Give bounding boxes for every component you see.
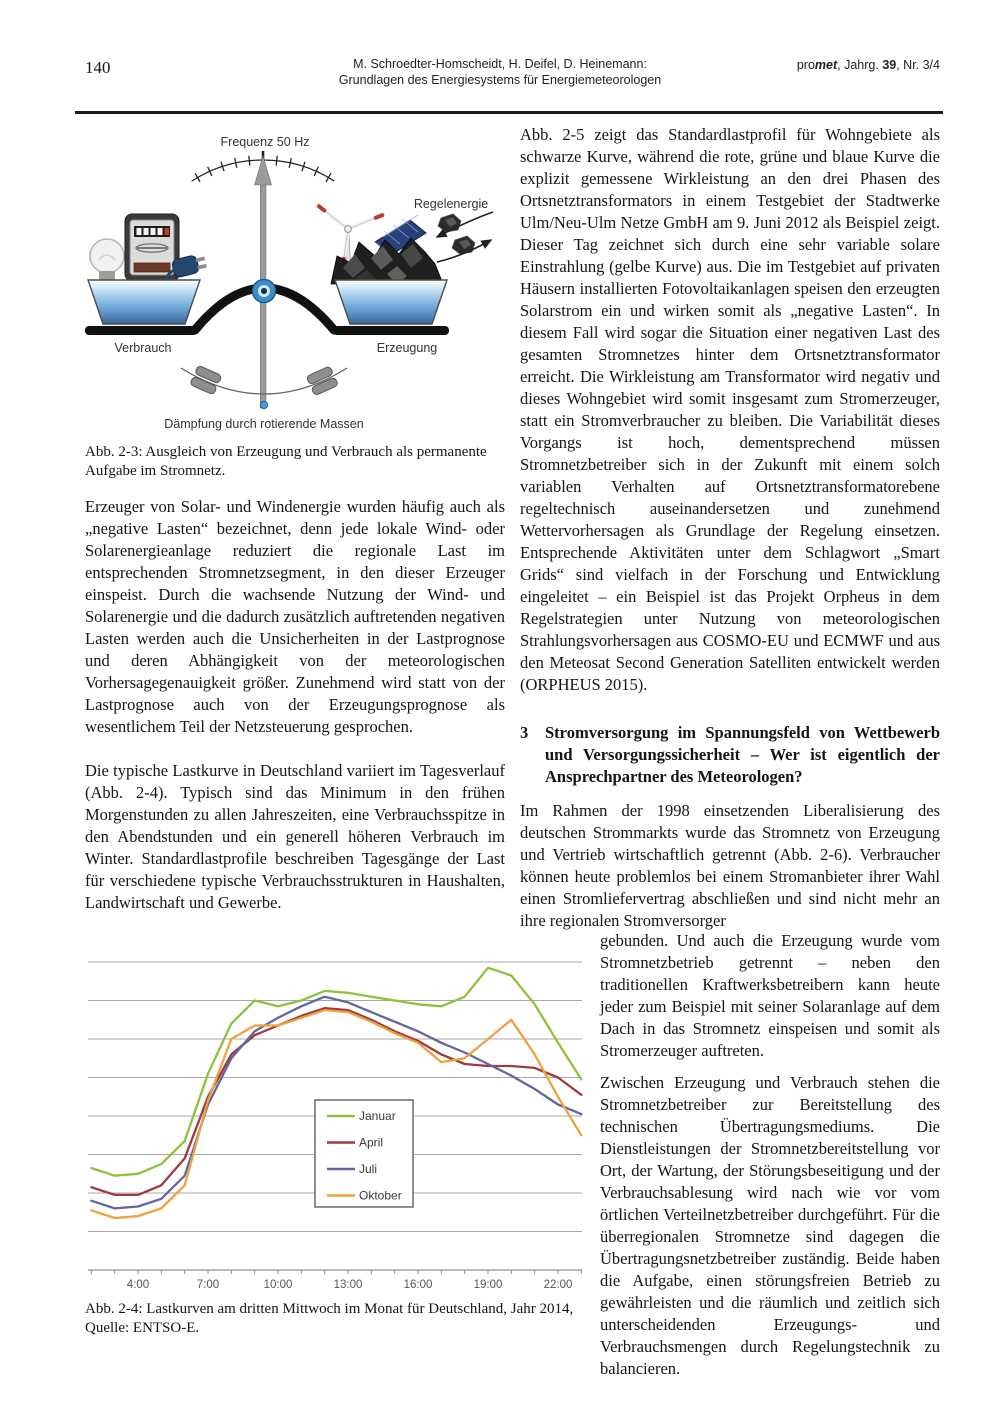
legend-label-oktober: Oktober	[359, 1188, 402, 1203]
consumption-items	[90, 214, 209, 286]
legend-label-april: April	[359, 1135, 384, 1150]
frequency-label: Frequenz 50 Hz	[220, 135, 310, 149]
verbrauch-label: Verbrauch	[114, 341, 172, 355]
journal-name: met	[814, 58, 838, 72]
generation-items	[319, 206, 443, 286]
section-title: Stromversorgung im Spannungsfeld von Wettbewerb und Versorgungssicherheit – Wer ist eigentlich der Ansprechpartner des Meteorologen?	[545, 723, 940, 786]
x-tick-label: 22:00	[543, 1279, 573, 1291]
running-head	[250, 56, 750, 88]
chart-x-tick-labels	[127, 1279, 573, 1291]
erzeugung-label: Erzeugung	[376, 341, 438, 355]
left-base-bar	[85, 326, 197, 335]
x-tick-label: 10:00	[263, 1279, 293, 1291]
right-paragraph-1: Abb. 2-5 zeigt das Standardlastprofil für Wohngebiete als schwarze Kurve, während die rote, grüne und blaue Kurve die explizit gemessene Wirkleistung an den drei Phasen des Ortsnetztransformators in einem Testgebiet der Stadtwerke Ulm/Neu-Ulm Netze GmbH am 9. Juni 2012 als Beispiel zeigt. Dieser Tag zeichnet sich durch eine sehr variable solare Einstrahlung (gelbe Kurve) aus. Die im Testgebiet auf privaten Häusern installierten Fotovoltaikanlagen speisen den erzeugten Solarstrom ein und wirken somit als „negative Lasten“. In diesem Fall wird sogar die Situation einer negativen Last des gesamten Stromnetzes hinter dem Ortsnetztransformator erreicht. Die Wirkleistung am Transformator wird negativ und dieses Wohngebiet wird somit insgesamt zum Stromerzeuger, statt ein Stromverbraucher zu bleiben. Die Variabilität dieses Vorgangs ist hoch, dementsprechend müssen Stromnetzbetreiber sich in der Zukunft mit einem solch variablen Verhalten auf Ortsnetztransformatorebene regeltechnisch auseinandersetzen und zunehmend Wettervorhersagen als Grundlage der Regelung einsetzen. Entsprechende Aktivitäten unter dem Schlagwort „Smart Grids“ sind vielfach in der Forschung und Entwicklung eingeleitet – ein Beispiel ist das Projekt Orpheus in dem Regelstrategien unter Nutzung von meteorologischen Strahlungsvorhersagen aus COSMO-EU und ECMWF und aus den Meteosat Second Generation Satelliten entwickelt werden (ORPHEUS 2015).	[520, 125, 940, 694]
figure-balance-scale	[85, 128, 505, 440]
right-base-bar	[333, 326, 449, 335]
balance-figure-svg	[85, 128, 505, 440]
x-tick-label: 13:00	[333, 1279, 363, 1291]
left-paragraph-1: Erzeuger von Solar- und Windenergie wurden häufig auch als „negative Lasten“ bezeichnet, denn jede lokale Wind- oder Solarenergieanlage reduziert die regionale Last im entsprechenden Stromnetzsegment, in den dieser Erzeuger einspeist. Durch die wachsende Nutzung der Wind- und Solarenergie und die dadurch zusätzlich auftretenden negativen Lasten werden auch die Unsicherheiten in der Lastprognose und deren Abhängigkeit von der meteorologischen Vorhersagegenauigkeit größer. Zunehmend wird statt von der Lastprognose auch von der Erzeugungsprognose als wesentlichem Teil der Netzsteuerung gesprochen.	[85, 497, 505, 736]
header-rule	[75, 111, 943, 114]
figure-2-3-caption: Abb. 2-3: Ausgleich von Erzeugung und Verbrauch als permanente Aufgabe im Stromnetz.	[85, 444, 487, 479]
balance-pivot-center	[261, 288, 267, 294]
section-number: 3	[520, 723, 529, 742]
x-tick-label: 19:00	[473, 1279, 503, 1291]
page-number: 140	[85, 58, 111, 77]
right-paragraph-3: Zwischen Erzeugung und Verbrauch stehen die Stromnetzbetreiber zur Bereitstellung des technischen Übertragungsmediums. Die Dienstleistungen der Stromnetzbereitstellung vor Ort, der Wartung, der Störungsbeseitigung und der Verbrauchsablesung wird nach wie vor vom örtlichen Verteilnetzbetreiber durchgeführt. Für die überregionalen Stromnetze sind dagegen die Übertragungsnetzbetreiber zuständig. Beide haben die Aufgabe, einen störungsfreien Betrieb zu gewährleisten und die räumlich und zeitlich sich unterscheidenden Erzeugungs- und Verbrauchsmengen durch Regelungstechnik zu balancieren.	[600, 1073, 940, 1378]
daempfung-label: Dämpfung durch rotierende Massen	[164, 417, 364, 431]
chart-x-axis	[88, 1270, 582, 1274]
regelenergie-label: Regelenergie	[413, 197, 489, 211]
load-curves-chart-svg	[85, 950, 585, 1302]
x-tick-label: 16:00	[403, 1279, 433, 1291]
legend-label-juli: Juli	[359, 1162, 378, 1176]
journal-reference	[797, 58, 940, 72]
running-head-authors: M. Schroedter-Homscheidt, H. Deifel, D. Heinemann:	[353, 57, 647, 71]
legend-label-januar: Januar	[359, 1109, 396, 1123]
light-bulb-icon	[90, 239, 124, 273]
journal-issue: , Nr. 3/4	[896, 58, 940, 72]
left-paragraph-2: Die typische Lastkurve in Deutschland variiert im Tagesverlauf (Abb. 2-4). Typisch sind das Minimum in den frühen Morgenstunden zu allen Jahreszeiten, eine Verbrauchsspitze in den Abendstunden und ein generell höheren Verbrauch im Winter. Standardlastprofile beschreiben Tagesgänge der Last für verschiedene typische Verbrauchsstrukturen in Haushalten, Landwirtschaft und Gewerbe.	[85, 761, 505, 912]
journal-volume: 39	[882, 58, 897, 72]
load-curves-chart	[85, 950, 585, 1302]
bulb-base	[99, 271, 115, 280]
journal-pre: pro	[796, 58, 815, 72]
right-paragraph-2-wrapped: gebunden. Und auch die Erzeugung wurde vom Stromnetzbetrieb getrennt – neben den traditionellen Kraftwerksbetreibern kann heute jeder zum Beispiel mit seiner Solaranlage auf dem Dach in das Stromnetz einspeisen und somit als Stromerzeuger auftreten.	[600, 931, 940, 1060]
figure-2-4-caption: Abb. 2-4: Lastkurven am dritten Mittwoch im Monat für Deutschland, Jahr 2014, Quelle: ENTSO-E.	[85, 1301, 574, 1336]
damping-pivot-dot	[260, 401, 267, 408]
right-paragraph-2: Im Rahmen der 1998 einsetzenden Liberalisierung des deutschen Strommarkts wurde das Stromnetz von Erzeugung und Vertrieb wirtschaftlich getrennt (Abb. 2-6). Verbraucher können heute problemlos bei einem Stromanbieter ihrer Wahl einen Stromliefervertrag abschließen und sind nicht mehr an ihre regionalen Stromversorger	[520, 801, 940, 930]
section-heading	[520, 722, 940, 788]
consumption-pan	[88, 280, 200, 324]
x-tick-label: 7:00	[196, 1279, 220, 1291]
journal-sep1: , Jahrg.	[837, 58, 883, 72]
chart-legend	[315, 1100, 413, 1207]
running-head-title: Grundlagen des Energiesystems für Energiemeteorologen	[338, 73, 662, 87]
x-tick-label: 4:00	[126, 1279, 150, 1291]
generation-pan	[335, 280, 447, 324]
